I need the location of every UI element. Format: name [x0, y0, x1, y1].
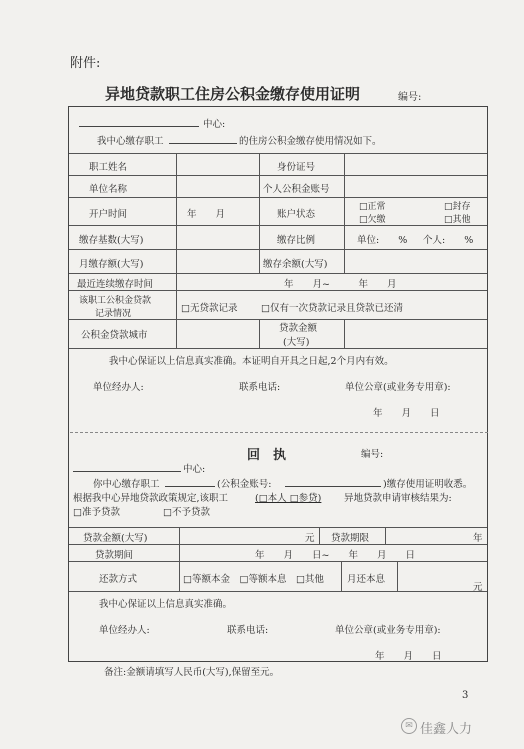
label-repay-method: 还款方式 — [99, 574, 138, 585]
watermark: 佳鑫人力 — [420, 722, 473, 737]
receipt-guarantee: 我中心保证以上信息真实准确。 — [99, 599, 233, 610]
footnote: 备注:金额请填写人民币(大写),保留至元。 — [104, 667, 280, 678]
receipt-p2-a: 根据我中心异地贷款政策规定,该职工 — [73, 493, 229, 504]
no-loan-record-checkbox[interactable]: □无贷款记录 — [181, 303, 238, 314]
approve-checkbox[interactable]: □准予贷款 — [73, 507, 120, 518]
receipt-handler-label: 单位经办人: — [99, 625, 150, 636]
cut-line — [70, 432, 488, 433]
certificate-form — [68, 106, 488, 662]
receipt-center-blank[interactable] — [73, 461, 181, 472]
ratio-personal-value: 个人: % — [423, 235, 474, 246]
label-ratio: 缴存比例 — [277, 235, 316, 246]
label-loan-amount-2: (大写) — [283, 337, 310, 348]
status-arrears-checkbox[interactable]: □欠缴 — [359, 215, 386, 225]
recent-range-value: 年 月~ 年 月 — [284, 279, 397, 290]
intro-prefix: 我中心缴存职工 — [97, 136, 164, 147]
loan-amount-unit: 元 — [305, 533, 315, 544]
receipt-p1-c: )缴存使用证明收悉。 — [383, 479, 473, 490]
status-other-checkbox[interactable]: □其他 — [444, 215, 471, 225]
receipt-p2-b[interactable]: (□本人 □参贷) — [255, 493, 322, 504]
label-employer: 单位名称 — [89, 184, 128, 195]
wechat-icon: ✉ — [401, 718, 417, 734]
intro-suffix: 的住房公积金缴存使用情况如下。 — [239, 136, 382, 147]
loan-period-value: 年 月 日~ 年 月 日 — [255, 550, 415, 561]
label-loan-amount-1: 贷款金额 — [279, 323, 318, 334]
receipt-serial-label: 编号: — [361, 449, 384, 460]
loan-term-unit: 年 — [473, 533, 483, 544]
monthly-repay-unit: 元 — [473, 582, 483, 593]
receipt-center-suffix: 中心: — [183, 464, 206, 475]
label-account-status: 账户状态 — [277, 209, 316, 220]
label-loan-amount: 贷款金额(大写) — [83, 533, 148, 544]
status-sealed-checkbox[interactable]: □封存 — [444, 202, 471, 212]
label-account-no: 个人公积金账号 — [263, 184, 330, 195]
seal-label: 单位公章(或业务专用章): — [345, 382, 451, 393]
one-loan-repaid-checkbox[interactable]: □仅有一次贷款记录且贷款已还清 — [261, 303, 403, 314]
label-name: 职工姓名 — [89, 162, 128, 173]
receipt-seal-label: 单位公章(或业务专用章): — [335, 625, 441, 636]
label-monthly-repay: 月还本息 — [347, 574, 386, 585]
handler-label: 单位经办人: — [93, 382, 144, 393]
label-base: 缴存基数(大写) — [79, 235, 144, 246]
receipt-p2-c: 异地贷款申请审核结果为: — [344, 493, 452, 504]
label-loan-record-1: 该职工公积金贷款 — [79, 296, 152, 306]
label-recent-time: 最近连续缴存时间 — [77, 279, 154, 290]
open-date-value: 年 月 — [187, 209, 226, 220]
repay-options[interactable]: □等额本金 □等额本息 □其他 — [183, 574, 324, 585]
receipt-p1-b: (公积金账号: — [217, 479, 272, 490]
label-loan-record-2: 记录情况 — [95, 309, 132, 319]
label-open-time: 开户时间 — [89, 209, 128, 220]
phone-label: 联系电话: — [239, 382, 281, 393]
label-balance: 缴存余额(大写) — [263, 259, 328, 270]
ratio-unit-value: 单位: % — [357, 235, 408, 246]
document-title: 异地贷款职工住房公积金缴存使用证明 — [105, 85, 361, 103]
receipt-p1-a: 你中心缴存职工 — [93, 479, 160, 490]
receipt-employee-blank[interactable] — [165, 476, 215, 487]
label-loan-city: 公积金贷款城市 — [81, 330, 148, 341]
center-name-blank[interactable] — [79, 116, 199, 127]
serial-number-label: 编号: — [398, 92, 422, 103]
reject-checkbox[interactable]: □不予贷款 — [163, 507, 210, 518]
label-id-no: 身份证号 — [277, 162, 316, 173]
receipt-phone-label: 联系电话: — [227, 625, 269, 636]
page-number: 3 — [462, 690, 469, 701]
status-normal-checkbox[interactable]: □正常 — [359, 202, 386, 212]
label-loan-period: 贷款期间 — [95, 550, 134, 561]
attachment-label: 附件: — [70, 56, 101, 71]
issue-date: 年 月 日 — [373, 408, 440, 419]
receipt-account-blank[interactable] — [285, 476, 381, 487]
employee-name-blank[interactable] — [169, 133, 237, 144]
receipt-title: 回 执 — [247, 448, 287, 463]
receipt-date: 年 月 日 — [375, 651, 442, 662]
guarantee-text: 我中心保证以上信息真实准确。本证明自开具之日起,2个月内有效。 — [109, 356, 394, 367]
label-loan-term: 贷款期限 — [331, 533, 370, 544]
label-monthly: 月缴存额(大写) — [79, 259, 144, 270]
center-suffix: 中心: — [203, 119, 226, 130]
